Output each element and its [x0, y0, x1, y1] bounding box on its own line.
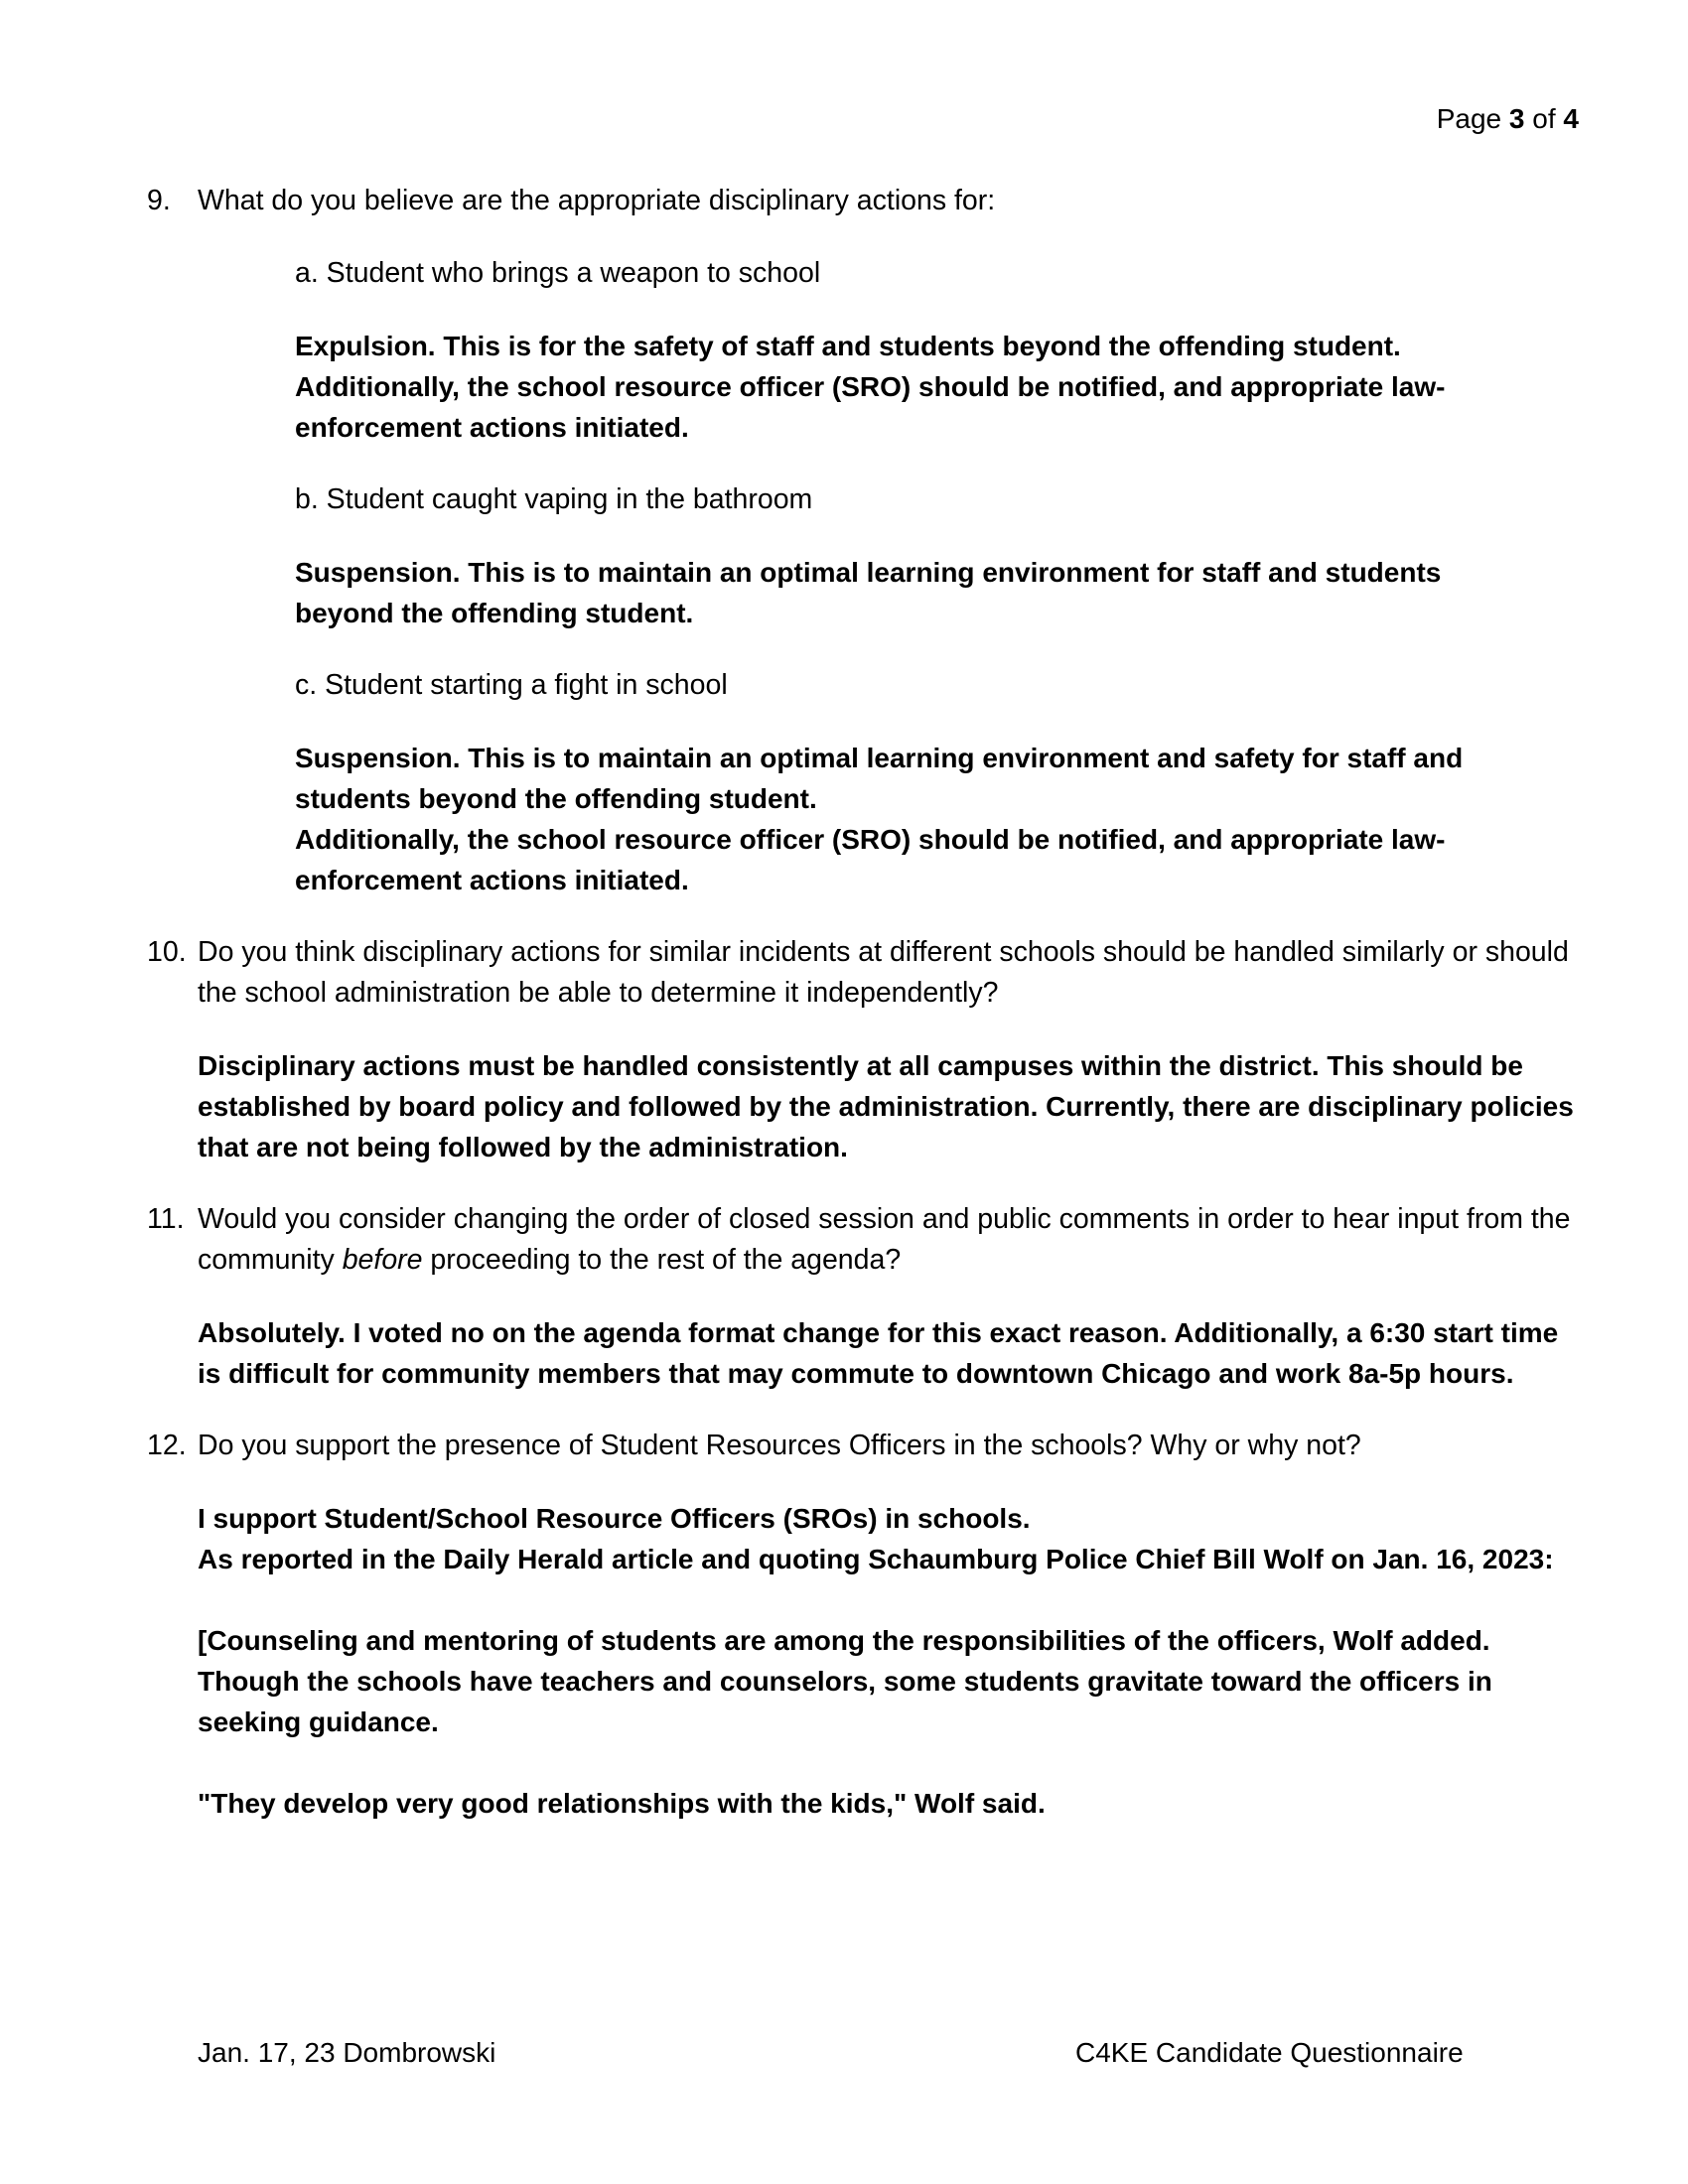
- answer-12-closing: [198, 1783, 1577, 1824]
- answer-text: Additionally, the school resource officer (SRO) should be notified, and appropriate law-enforcement actions initiated.: [295, 371, 1446, 443]
- answer-12-quote: [198, 1620, 1577, 1742]
- question-text: What do you believe are the appropriate disciplinary actions for:: [198, 185, 996, 216]
- answer-text: As reported in the Daily Herald article and quoting Schaumburg Police Chief Bill Wolf on Jan. 16, 2023:: [198, 1544, 1554, 1574]
- page-total: 4: [1563, 103, 1579, 134]
- question-9-subitems: [295, 253, 1506, 900]
- subquestion-b: b. Student caught vaping in the bathroom: [295, 483, 813, 515]
- answer-9b: [295, 552, 1506, 633]
- question-9: [147, 181, 1577, 221]
- questionnaire-content: [147, 181, 1577, 1855]
- subquestion-a: a. Student who brings a weapon to school: [295, 257, 821, 289]
- answer-10: [198, 1045, 1577, 1167]
- question-text: [198, 1199, 1577, 1281]
- answer-text: Suspension. This is to maintain an optimal learning environment for staff and students beyond the offending student.: [295, 557, 1442, 628]
- footer-right: C4KE Candidate Questionnaire: [1075, 2037, 1464, 2068]
- page-number: [1437, 103, 1579, 135]
- question-number: 10.: [147, 936, 187, 968]
- answer-text: I support Student/School Resource Officers (SROs) in schools.: [198, 1503, 1031, 1534]
- answer-text: Absolutely. I voted no on the agenda format change for this exact reason. Additionally, a 6:30 start time is difficult for community members that may commute to downtown Chicago and work 8a-5p hours.: [198, 1317, 1559, 1389]
- subquestion-c: c. Student starting a fight in school: [295, 669, 728, 701]
- answer-12-intro: [198, 1498, 1577, 1579]
- answer-11: [198, 1312, 1577, 1394]
- question-number: 11.: [147, 1203, 185, 1235]
- page-current: 3: [1508, 103, 1525, 134]
- answer-text: [Counseling and mentoring of students are among the responsibilities of the officers, Wolf added. Though the schools have teachers and counselors, some students gravitate toward the officers in seeking guidance.: [198, 1625, 1492, 1737]
- question-text: Do you support the presence of Student Resources Officers in the schools? Why or why not?: [198, 1430, 1361, 1461]
- footer-left: Jan. 17, 23 Dombrowski: [198, 2037, 496, 2068]
- question-text: Do you think disciplinary actions for similar incidents at different schools should be handled similarly or should the school administration be able to determine it independently?: [198, 936, 1569, 1009]
- question-text-emphasis: before: [342, 1244, 423, 1276]
- answer-text: "They develop very good relationships with the kids," Wolf said.: [198, 1788, 1046, 1819]
- page-label: Page: [1436, 103, 1502, 134]
- answer-9a: [295, 326, 1506, 448]
- question-12: [147, 1426, 1577, 1466]
- answer-text: Expulsion. This is for the safety of staff and students beyond the offending student.: [295, 331, 1401, 361]
- question-11: [147, 1199, 1577, 1281]
- answer-text: Suspension. This is to maintain an optimal learning environment and safety for staff and students beyond the offending student.: [295, 743, 1464, 814]
- question-number: 9.: [147, 185, 171, 216]
- answer-text: Disciplinary actions must be handled consistently at all campuses within the district. This should be established by board policy and followed by the administration. Currently, there are disciplinary policies that are not being followed by the administration.: [198, 1050, 1574, 1162]
- question-text-part: proceeding to the rest of the agenda?: [422, 1244, 902, 1276]
- answer-9c: [295, 738, 1506, 900]
- page-of: of: [1532, 103, 1556, 134]
- answer-text: Additionally, the school resource officer (SRO) should be notified, and appropriate law-enforcement actions initiated.: [295, 824, 1446, 895]
- question-number: 12.: [147, 1430, 187, 1461]
- question-text-part: Would you consider changing the order of closed session and public comments in order to hear input from the community: [198, 1203, 1571, 1276]
- question-10: [147, 932, 1577, 1014]
